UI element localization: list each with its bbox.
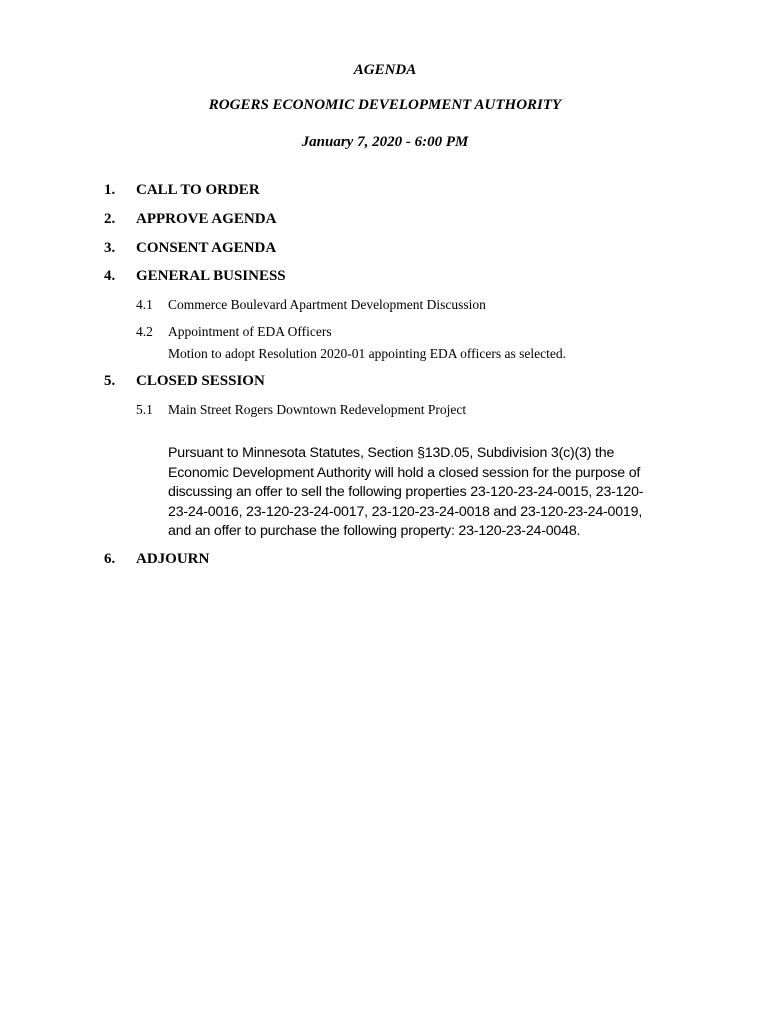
subitem-number-4-2: 4.2 [136,324,153,339]
item-number-6: 6. [104,551,116,567]
item-number-2: 2. [104,211,116,227]
item-title-closed-session: CLOSED SESSION [136,373,265,389]
item-title-consent-agenda: CONSENT AGENDA [136,240,277,256]
subitem-text-4-2: Appointment of EDA Officers [168,324,332,339]
paragraph-line-2: Economic Development Authority will hold a closed session for the purpose of [168,464,641,481]
item-title-adjourn: ADJOURN [136,551,210,567]
subitem-number-4-1: 4.1 [136,297,153,312]
item-title-general-business: GENERAL BUSINESS [136,268,286,284]
item-number-5: 5. [104,373,116,389]
paragraph-line-5: and an offer to purchase the following property: 23-120-23-24-0048. [168,523,581,540]
meeting-date-time: January 7, 2020 - 6:00 PM [301,134,469,150]
subitem-number-5-1: 5.1 [136,402,153,417]
subitem-detail-4-2: Motion to adopt Resolution 2020-01 appointing EDA officers as selected. [168,346,566,361]
agenda-title: AGENDA [353,62,417,78]
item-number-1: 1. [104,182,116,198]
item-number-4: 4. [104,268,116,284]
subitem-text-4-1: Commerce Boulevard Apartment Development Discussion [168,297,486,312]
paragraph-line-1: Pursuant to Minnesota Statutes, Section §13D.05, Subdivision 3(c)(3) the [168,445,615,461]
closed-session-paragraph [168,444,668,542]
subitem-text-5-1: Main Street Rogers Downtown Redevelopment Project [168,402,467,417]
item-number-3: 3. [104,240,116,256]
organization-name: ROGERS ECONOMIC DEVELOPMENT AUTHORITY [208,97,562,113]
paragraph-line-3: discussing an offer to sell the following properties 23-120-23-24-0015, 23-120- [168,484,644,501]
item-title-call-to-order: CALL TO ORDER [136,182,260,198]
item-title-approve-agenda: APPROVE AGENDA [136,211,277,227]
paragraph-line-4: 23-24-0016, 23-120-23-24-0017, 23-120-23-24-0018 and 23-120-23-24-0019, [168,503,643,520]
